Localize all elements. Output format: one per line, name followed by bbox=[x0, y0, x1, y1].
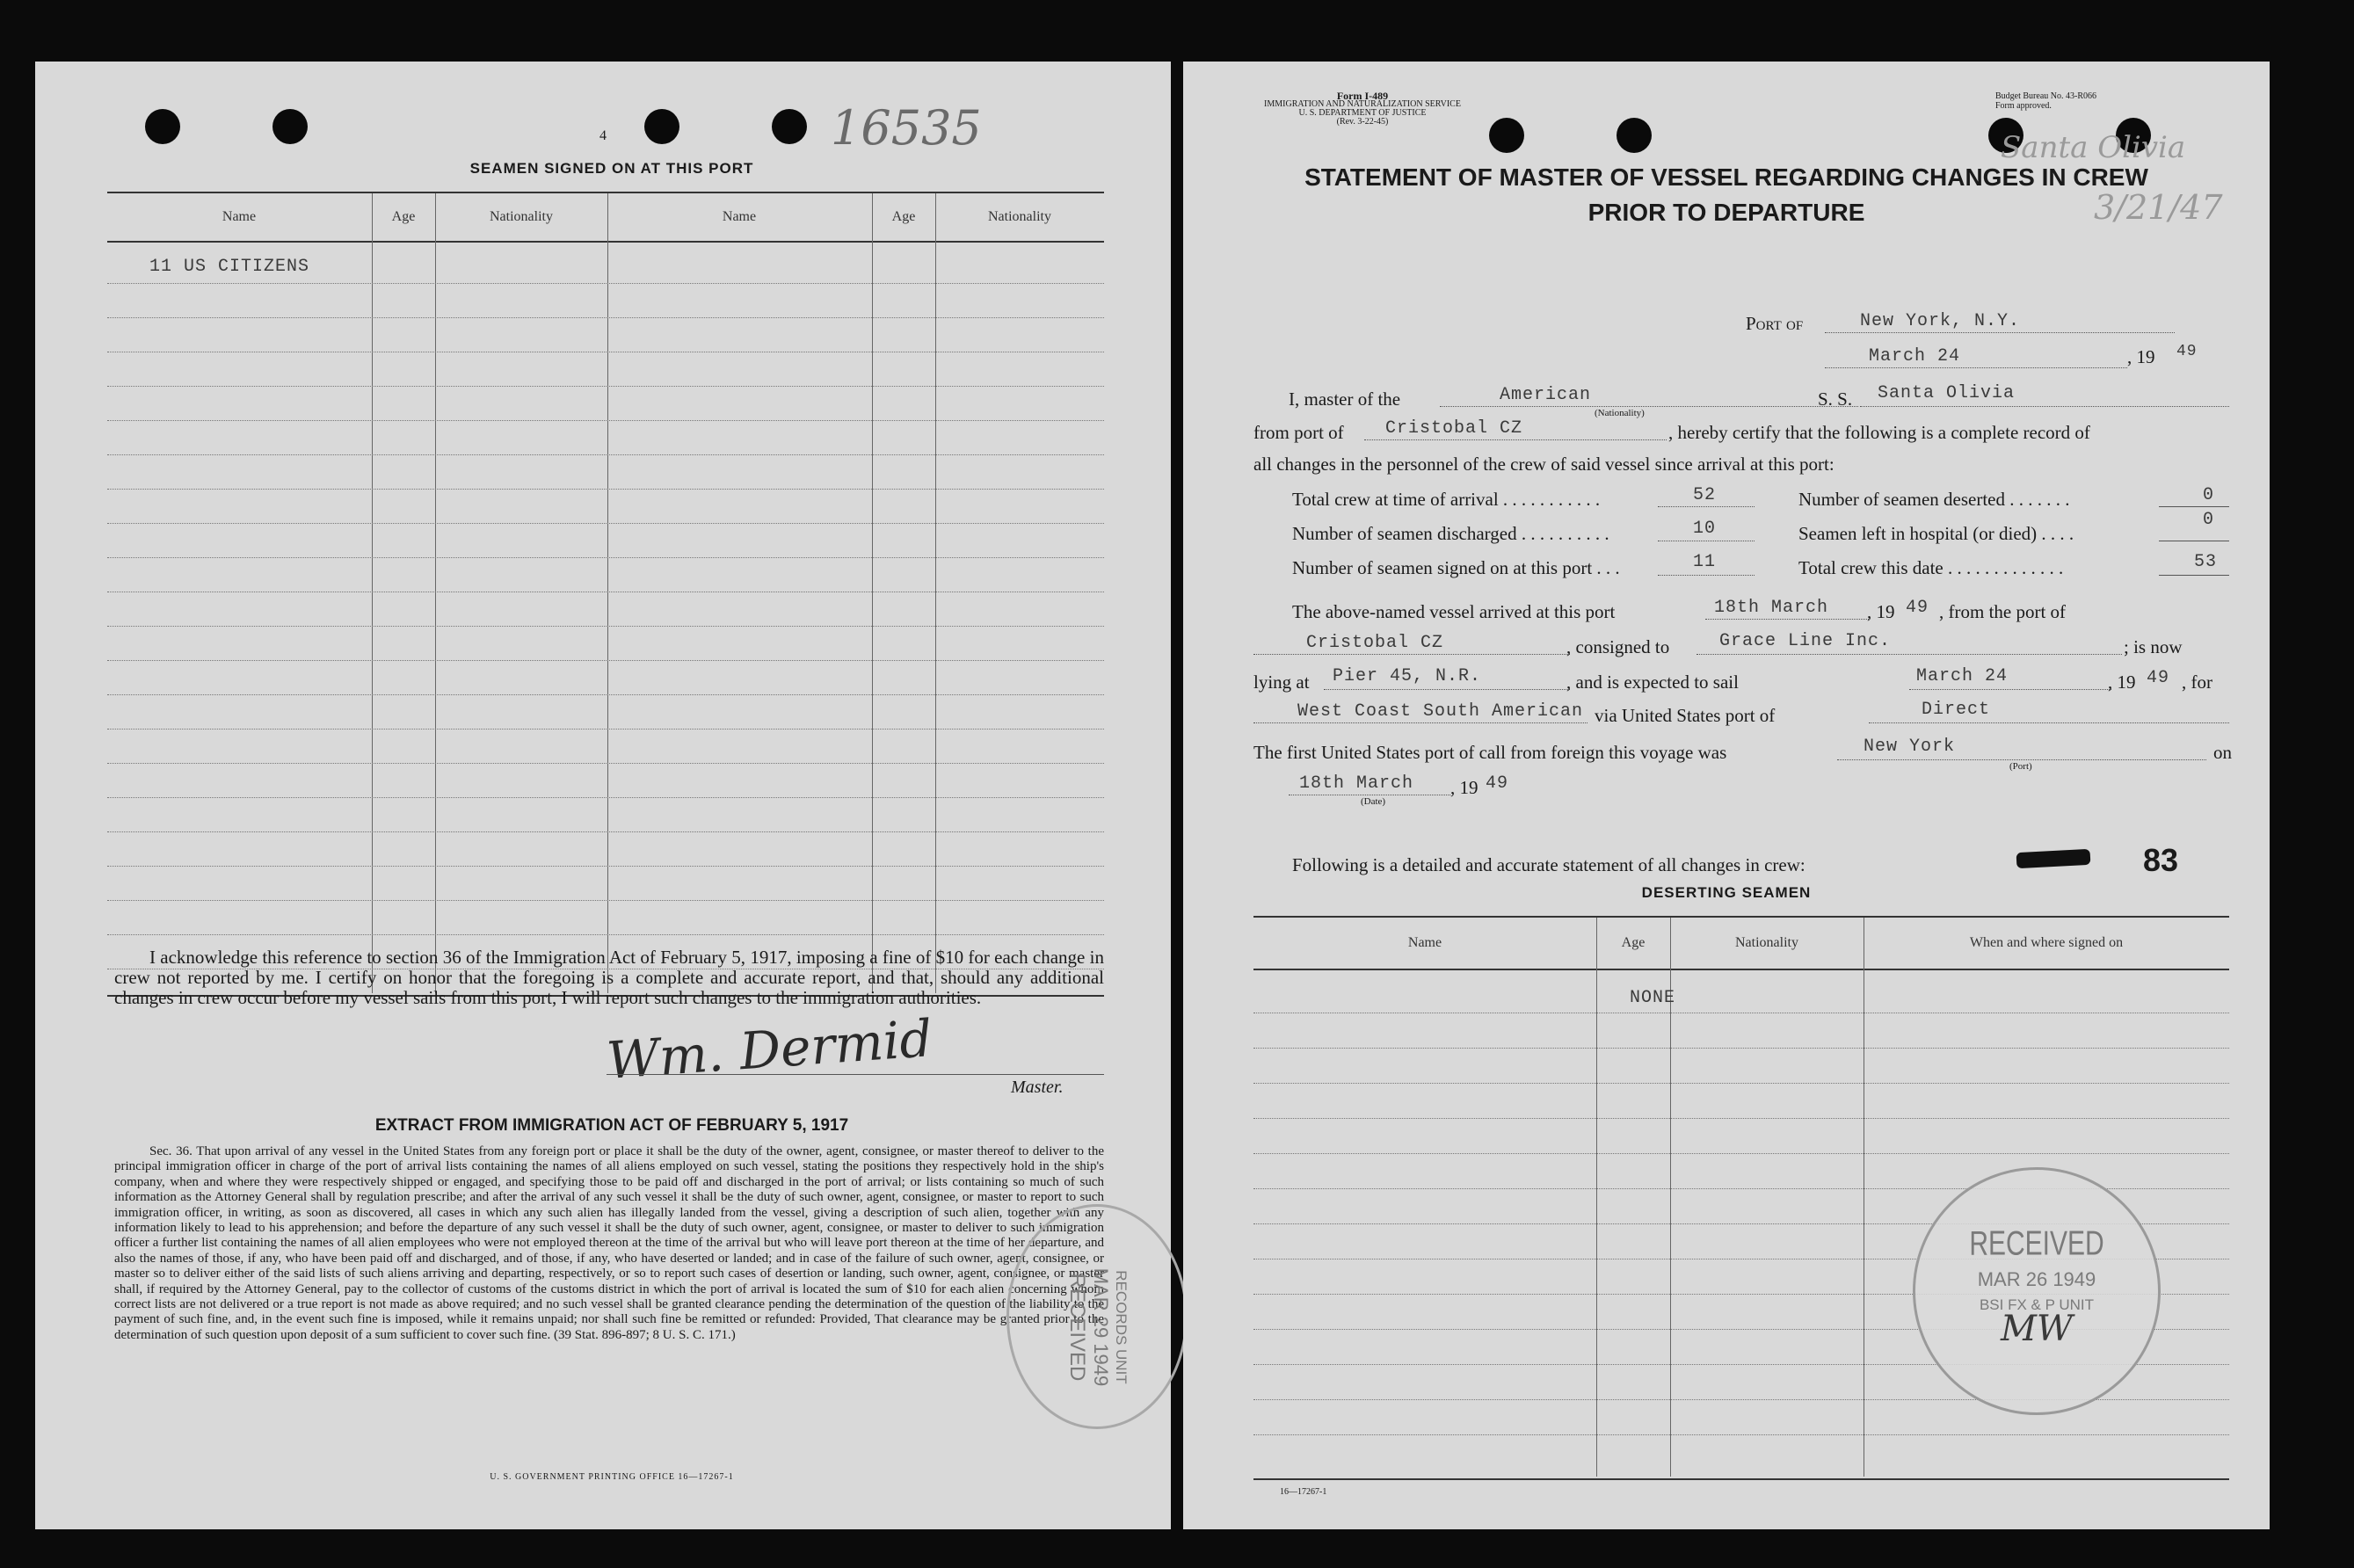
from-port-label: from port of bbox=[1253, 422, 1344, 443]
on-label: on bbox=[2213, 742, 2232, 763]
arrived-value[interactable]: 18th March bbox=[1714, 598, 1829, 618]
stamp-line: MAR 29 1949 bbox=[1090, 1267, 1112, 1387]
left-page bbox=[35, 62, 1171, 1529]
nationality-caption: (Nationality) bbox=[1595, 408, 1645, 418]
ship-value[interactable]: Santa Olivia bbox=[1878, 383, 2016, 403]
col-header: Age bbox=[891, 209, 916, 224]
for-label: , for bbox=[2182, 671, 2212, 693]
total-arrival-label: Total crew at time of arrival . . . . . . . . . . . bbox=[1292, 489, 1601, 510]
col-header: When and where signed on bbox=[1969, 935, 2124, 950]
consigned-label: , consigned to bbox=[1566, 636, 1670, 657]
deserted-value[interactable]: 0 bbox=[2203, 485, 2215, 505]
right-page bbox=[1183, 62, 2270, 1529]
form-id: Form I-489 bbox=[1336, 90, 1389, 102]
port-label: Port of bbox=[1746, 313, 1804, 334]
hospital-label: Seamen left in hospital (or died) . . . . bbox=[1798, 523, 2074, 544]
agency-line: IMMIGRATION AND NATURALIZATION SERVICE bbox=[1264, 99, 1461, 109]
deserted-label: Number of seamen deserted . . . . . . . bbox=[1798, 489, 2070, 510]
stamp-line: RECEIVED bbox=[1065, 1273, 1089, 1382]
punch-hole bbox=[644, 109, 679, 144]
col-header: Name bbox=[722, 209, 757, 224]
first-port-label: The first United States port of call from foreign this voyage was bbox=[1253, 742, 1727, 763]
form-approved: Form approved. bbox=[1995, 101, 2052, 111]
following-text: Following is a detailed and accurate statement of all changes in crew: bbox=[1292, 854, 1805, 875]
punch-hole bbox=[1617, 118, 1652, 153]
table-row-entry: 11 US CITIZENS bbox=[149, 257, 310, 277]
stamp-line: RECORDS UNIT bbox=[1113, 1270, 1130, 1384]
via-value[interactable]: Direct bbox=[1922, 700, 1991, 720]
deserting-title: DESERTING SEAMEN bbox=[1641, 884, 1812, 901]
agency-line: U. S. DEPARTMENT OF JUSTICE bbox=[1298, 108, 1427, 118]
deserting-entry: NONE bbox=[1630, 988, 1676, 1008]
col-header: Age bbox=[1621, 935, 1646, 950]
col-header: Nationality bbox=[1735, 935, 1798, 950]
lying-label: lying at bbox=[1253, 671, 1310, 693]
arrived-year-value[interactable]: 49 bbox=[1906, 598, 1929, 618]
printer-line: U. S. GOVERNMENT PRINTING OFFICE 16—17267-1 bbox=[490, 1472, 734, 1482]
hospital-value[interactable]: 0 bbox=[2203, 510, 2215, 530]
form-title-line: PRIOR TO DEPARTURE bbox=[1587, 199, 1865, 226]
master-of-label: I, master of the bbox=[1289, 388, 1401, 410]
footer-code: 16—17267-1 bbox=[1280, 1487, 1327, 1497]
arrived-year-label: , 19 bbox=[1867, 601, 1895, 622]
date-value[interactable]: March 24 bbox=[1869, 346, 1961, 367]
arrived-label: The above-named vessel arrived at this port bbox=[1292, 601, 1616, 622]
revision-line: (Rev. 3-22-45) bbox=[1336, 117, 1389, 127]
ss-label: S. S. bbox=[1818, 388, 1853, 410]
form-header bbox=[1257, 91, 1468, 127]
punch-hole bbox=[1489, 118, 1524, 153]
redaction-mark bbox=[2016, 849, 2091, 868]
total-date-value[interactable]: 53 bbox=[2194, 552, 2218, 572]
received-stamp bbox=[1913, 1167, 2161, 1415]
master-label: Master. bbox=[1011, 1078, 1064, 1097]
sail-value[interactable]: March 24 bbox=[1916, 666, 2009, 686]
signed-on-value[interactable]: 11 bbox=[1693, 552, 1717, 572]
year-value[interactable]: 49 bbox=[2176, 343, 2198, 360]
sail-year-value[interactable]: 49 bbox=[2147, 668, 2170, 688]
destination-value[interactable]: West Coast South American bbox=[1297, 701, 1584, 722]
page-mark: 83 bbox=[2143, 842, 2179, 878]
first-year-value[interactable]: 49 bbox=[1486, 773, 1509, 794]
via-label: via United States port of bbox=[1595, 705, 1776, 726]
punch-hole bbox=[145, 109, 180, 144]
punch-hole bbox=[272, 109, 308, 144]
page-number: 4 bbox=[599, 128, 607, 143]
port-caption: (Port) bbox=[2009, 761, 2032, 772]
acknowledgement-text: I acknowledge this reference to section 36 of the Immigration Act of February 5, 1917, imposing a fine of $10 for each change in crew not reported by me. I certify on honor that the foregoing is a complete and accurate report, and that, should any additional changes in crew occur before my vessel sails from this port, I will report such changes to the immigration authorities. bbox=[114, 947, 1104, 1008]
col-header: Name bbox=[222, 209, 257, 224]
handwritten-date: 3/21/47 bbox=[2094, 188, 2223, 227]
section-title: SEAMEN SIGNED ON AT THIS PORT bbox=[469, 160, 754, 177]
total-arrival-value[interactable]: 52 bbox=[1693, 485, 1717, 505]
first-port-value[interactable]: New York bbox=[1864, 737, 1956, 757]
form-title-line: STATEMENT OF MASTER OF VESSEL REGARDING CHANGES IN CREW bbox=[1304, 163, 2148, 191]
from-port-value[interactable]: Cristobal CZ bbox=[1385, 418, 1523, 439]
col-header: Nationality bbox=[988, 209, 1051, 224]
from-port-of-label: , from the port of bbox=[1939, 601, 2067, 622]
punch-hole bbox=[772, 109, 807, 144]
records-unit-stamp bbox=[1006, 1204, 1188, 1429]
first-year-label: , 19 bbox=[1450, 777, 1479, 798]
date-caption: (Date) bbox=[1361, 796, 1386, 807]
changes-text: all changes in the personnel of the crew of said vessel since arrival at this port: bbox=[1253, 454, 1835, 475]
certify-text: , hereby certify that the following is a complete record of bbox=[1668, 422, 2090, 443]
col-header: Name bbox=[1407, 935, 1442, 950]
nationality-value[interactable]: American bbox=[1500, 385, 1592, 405]
consigned-value[interactable]: Grace Line Inc. bbox=[1719, 631, 1892, 651]
file-number: 16535 bbox=[831, 100, 982, 156]
origin-port-value[interactable]: Cristobal CZ bbox=[1306, 633, 1444, 653]
form-title bbox=[1183, 160, 2270, 230]
budget-block bbox=[1995, 91, 2096, 111]
total-date-label: Total crew this date . . . . . . . . . . . . . bbox=[1798, 557, 2064, 578]
discharged-value[interactable]: 10 bbox=[1693, 519, 1717, 539]
port-value[interactable]: New York, N.Y. bbox=[1860, 311, 2021, 331]
extract-text: Sec. 36. That upon arrival of any vessel in the United States from any foreign port or place it shall be the duty of the owner, agent, consignee, or master thereof to deliver to the principal immigration officer in charge of the port of arrival lists containing the names of all aliens employed on such vessel, stating the positions they respectively hold in the ship's company, when and where they were respectively shipped or engaged, and specifying those to be paid off and discharged in the port of arrival; or lists containing so much of such information as the Attorney General shall by regulation prescribe; and after the arrival of any such vessel it shall be the duty of such owner, agent, consignee, or master to report to such immigration officer, in writing, as soon as discovered, all cases in which any such alien has illegally landed from the vessel, giving a description of such alien, together with any information likely to lead to his apprehension; and before the departure of any such vessel it shall be the duty of such owner, agent, consignee, or master to deliver to such immigration officer a further list containing the names of all alien employees who were not employed thereon at the time of the arrival but who will leave port thereon at the time of her departure, and also the names of those, if any, who have been paid off and discharged, and of those, if any, who have deserted or landed; and in case of the failure of such owner, agent, consignee, or master so to deliver either of the said lists of such aliens arriving and departing, respectively, or so to report such cases of desertion or landing, such owner, agent, consignee, or master shall, if required by the Attorney General, pay to the collector of customs of the customs district in which the port of arrival is located the sum of $10 for each alien concerning whom correct lists are not delivered or a true report is not made as above required; and no such vessel shall be granted clearance pending the determination of the question of the liability to the payment of such fine, and, in the event such fine is imposed, while it remains unpaid; nor shall such fine be remitted or refunded: Provided, That clearance may be granted prior to the determination of such question upon deposit of a sum sufficient to cover such fine. (39 Stat. 896-897; 8 U. S. C. 171.) bbox=[114, 1144, 1104, 1342]
stamp-line: BSI FX & P UNIT bbox=[1979, 1296, 2095, 1313]
first-date-value[interactable]: 18th March bbox=[1299, 773, 1414, 794]
stamp-line: MAR 26 1949 bbox=[1977, 1268, 2096, 1290]
handwritten-ship-name: Santa Olivia bbox=[2001, 130, 2186, 165]
stamp-initials: MW bbox=[2000, 1309, 2074, 1349]
extract-title: EXTRACT FROM IMMIGRATION ACT OF FEBRUARY 5, 1917 bbox=[374, 1116, 849, 1135]
stamp-line: RECEIVED bbox=[1969, 1224, 2104, 1263]
col-header: Age bbox=[391, 209, 416, 224]
sail-year-label: , 19 bbox=[2108, 671, 2136, 693]
discharged-label: Number of seamen discharged . . . . . . . . . . bbox=[1292, 523, 1609, 544]
year-label: , 19 bbox=[2127, 346, 2155, 367]
is-now-label: ; is now bbox=[2124, 636, 2183, 657]
master-signature: Wm. Dermid bbox=[605, 1008, 934, 1091]
col-header: Nationality bbox=[490, 209, 553, 224]
signed-on-label: Number of seamen signed on at this port . . . bbox=[1292, 557, 1620, 578]
lying-value[interactable]: Pier 45, N.R. bbox=[1333, 666, 1482, 686]
budget-number: Budget Bureau No. 43-R066 bbox=[1995, 91, 2096, 101]
sail-label: , and is expected to sail bbox=[1566, 671, 1739, 693]
